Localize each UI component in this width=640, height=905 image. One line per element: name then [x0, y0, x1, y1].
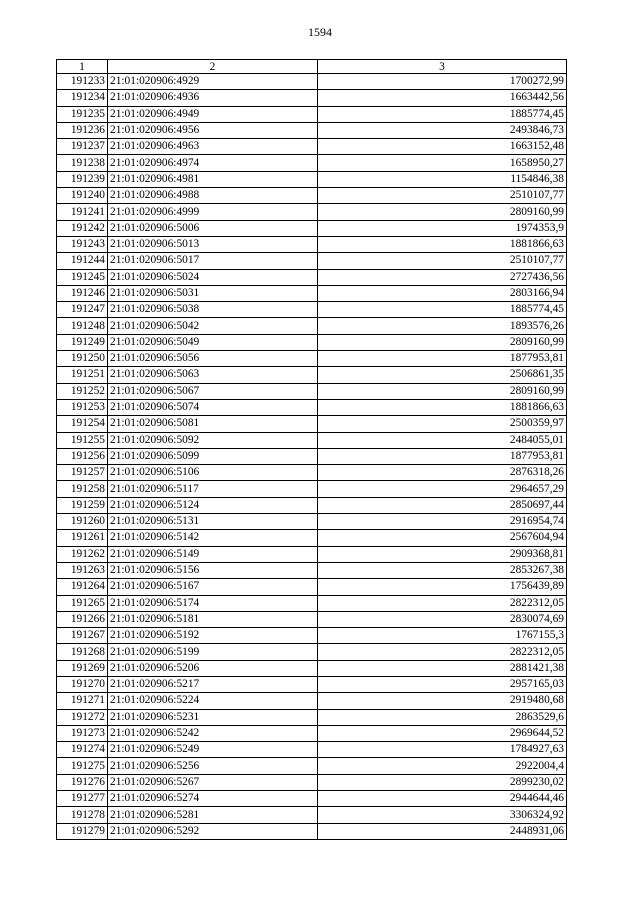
- row-number-cell: 191248: [57, 318, 108, 334]
- row-number-cell: 191279: [57, 823, 108, 839]
- cadastral-number-cell: 21:01:020906:5017: [108, 253, 318, 269]
- table-row: [57, 139, 567, 155]
- table-row: [57, 269, 567, 285]
- cadastral-number-cell: 21:01:020906:5099: [108, 448, 318, 464]
- row-number-cell: 191268: [57, 644, 108, 660]
- cadastral-number-cell: 21:01:020906:5249: [108, 742, 318, 758]
- table-header-row: [57, 60, 567, 74]
- cadastral-number-cell: 21:01:020906:5106: [108, 465, 318, 481]
- cadastral-value-cell: 1663442,56: [318, 90, 567, 106]
- cadastral-number-cell: 21:01:020906:4981: [108, 171, 318, 187]
- cadastral-number-cell: 21:01:020906:5056: [108, 351, 318, 367]
- table-row: [57, 318, 567, 334]
- table-row: [57, 432, 567, 448]
- row-number-cell: 191254: [57, 416, 108, 432]
- cadastral-value-cell: 2863529,6: [318, 709, 567, 725]
- row-number-cell: 191234: [57, 90, 108, 106]
- table-row: [57, 579, 567, 595]
- row-number-cell: 191274: [57, 742, 108, 758]
- cadastral-value-cell: 2922004,4: [318, 758, 567, 774]
- table-row: [57, 791, 567, 807]
- cadastral-number-cell: 21:01:020906:5024: [108, 269, 318, 285]
- cadastral-value-cell: 2484055,01: [318, 432, 567, 448]
- cadastral-number-cell: 21:01:020906:5192: [108, 628, 318, 644]
- table-row: [57, 660, 567, 676]
- cadastral-value-cell: 2909368,81: [318, 546, 567, 562]
- cadastral-value-cell: 1893576,26: [318, 318, 567, 334]
- cadastral-value-cell: 2830074,69: [318, 611, 567, 627]
- row-number-cell: 191237: [57, 139, 108, 155]
- row-number-cell: 191253: [57, 399, 108, 415]
- cadastral-number-cell: 21:01:020906:5149: [108, 546, 318, 562]
- row-number-cell: 191272: [57, 709, 108, 725]
- table-row: [57, 399, 567, 415]
- table-row: [57, 302, 567, 318]
- cadastral-value-cell: 1154846,38: [318, 171, 567, 187]
- table-row: [57, 367, 567, 383]
- row-number-cell: 191239: [57, 171, 108, 187]
- row-number-cell: 191264: [57, 579, 108, 595]
- cadastral-value-cell: 2969644,52: [318, 725, 567, 741]
- table-row: [57, 155, 567, 171]
- cadastral-value-cell: 1700272,99: [318, 74, 567, 90]
- table-row: [57, 285, 567, 301]
- table-row: [57, 676, 567, 692]
- cadastral-number-cell: 21:01:020906:4936: [108, 90, 318, 106]
- row-number-cell: 191277: [57, 791, 108, 807]
- cadastral-value-cell: 2803166,94: [318, 285, 567, 301]
- row-number-cell: 191259: [57, 497, 108, 513]
- cadastral-value-cell: 2944644,46: [318, 791, 567, 807]
- cadastral-value-cell: 2899230,02: [318, 774, 567, 790]
- row-number-cell: 191258: [57, 481, 108, 497]
- row-number-cell: 191262: [57, 546, 108, 562]
- cadastral-number-cell: 21:01:020906:5217: [108, 676, 318, 692]
- row-number-cell: 191263: [57, 562, 108, 578]
- cadastral-value-cell: 1881866,63: [318, 399, 567, 415]
- cadastral-number-cell: 21:01:020906:5031: [108, 285, 318, 301]
- cadastral-value-cell: 2448931,06: [318, 823, 567, 839]
- cadastral-value-cell: 2822312,05: [318, 644, 567, 660]
- cadastral-number-cell: 21:01:020906:5013: [108, 236, 318, 252]
- table-row: [57, 383, 567, 399]
- table-row: [57, 220, 567, 236]
- cadastral-value-cell: 2881421,38: [318, 660, 567, 676]
- row-number-cell: 191266: [57, 611, 108, 627]
- row-number-cell: 191233: [57, 74, 108, 90]
- cadastral-number-cell: 21:01:020906:5242: [108, 725, 318, 741]
- table-row: [57, 465, 567, 481]
- table-row: [57, 122, 567, 138]
- cadastral-number-cell: 21:01:020906:5092: [108, 432, 318, 448]
- table-row: [57, 693, 567, 709]
- cadastral-value-cell: 1881866,63: [318, 236, 567, 252]
- table-row: [57, 807, 567, 823]
- table-row: [57, 562, 567, 578]
- page-number: 1594: [308, 25, 332, 39]
- table-row: [57, 725, 567, 741]
- cadastral-value-cell: 1767155,3: [318, 628, 567, 644]
- row-number-cell: 191269: [57, 660, 108, 676]
- table-row: [57, 530, 567, 546]
- row-number-cell: 191241: [57, 204, 108, 220]
- cadastral-value-cell: 2510107,77: [318, 188, 567, 204]
- cadastral-number-cell: 21:01:020906:4999: [108, 204, 318, 220]
- table-row: [57, 106, 567, 122]
- row-number-cell: 191256: [57, 448, 108, 464]
- row-number-cell: 191261: [57, 530, 108, 546]
- table-row: [57, 236, 567, 252]
- table-row: [57, 497, 567, 513]
- cadastral-number-cell: 21:01:020906:5081: [108, 416, 318, 432]
- table-row: [57, 514, 567, 530]
- table-body: [57, 74, 567, 840]
- row-number-cell: 191265: [57, 595, 108, 611]
- cadastral-number-cell: 21:01:020906:5131: [108, 514, 318, 530]
- cadastral-number-cell: 21:01:020906:4956: [108, 122, 318, 138]
- table-row: [57, 644, 567, 660]
- cadastral-value-cell: 2916954,74: [318, 514, 567, 530]
- cadastral-number-cell: 21:01:020906:5142: [108, 530, 318, 546]
- row-number-cell: 191257: [57, 465, 108, 481]
- table-row: [57, 253, 567, 269]
- cadastral-value-cell: 2809160,99: [318, 383, 567, 399]
- cadastral-number-cell: 21:01:020906:4949: [108, 106, 318, 122]
- row-number-cell: 191273: [57, 725, 108, 741]
- table-row: [57, 628, 567, 644]
- cadastral-value-cell: 2964657,29: [318, 481, 567, 497]
- row-number-cell: 191244: [57, 253, 108, 269]
- row-number-cell: 191278: [57, 807, 108, 823]
- column-header-1: 1: [57, 60, 108, 74]
- cadastral-number-cell: 21:01:020906:5038: [108, 302, 318, 318]
- row-number-cell: 191240: [57, 188, 108, 204]
- table-row: [57, 90, 567, 106]
- row-number-cell: 191235: [57, 106, 108, 122]
- cadastral-number-cell: 21:01:020906:5206: [108, 660, 318, 676]
- table-row: [57, 204, 567, 220]
- table-row: [57, 774, 567, 790]
- cadastral-value-cell: 1885774,45: [318, 106, 567, 122]
- table-row: [57, 595, 567, 611]
- cadastral-number-cell: 21:01:020906:5181: [108, 611, 318, 627]
- table-row: [57, 448, 567, 464]
- table-row: [57, 709, 567, 725]
- cadastral-value-cell: 1877953,81: [318, 351, 567, 367]
- cadastral-value-cell: 2493846,73: [318, 122, 567, 138]
- table-header: [57, 60, 567, 74]
- table-row: [57, 546, 567, 562]
- row-number-cell: 191243: [57, 236, 108, 252]
- cadastral-number-cell: 21:01:020906:4988: [108, 188, 318, 204]
- cadastral-number-cell: 21:01:020906:5156: [108, 562, 318, 578]
- cadastral-number-cell: 21:01:020906:5224: [108, 693, 318, 709]
- cadastral-value-cell: 2510107,77: [318, 253, 567, 269]
- cadastral-number-cell: 21:01:020906:5124: [108, 497, 318, 513]
- row-number-cell: 191242: [57, 220, 108, 236]
- cadastral-number-cell: 21:01:020906:5274: [108, 791, 318, 807]
- table-row: [57, 611, 567, 627]
- cadastral-value-cell: 1877953,81: [318, 448, 567, 464]
- cadastral-value-cell: 2809160,99: [318, 334, 567, 350]
- table-row: [57, 171, 567, 187]
- column-header-3: 3: [318, 60, 567, 74]
- cadastral-number-cell: 21:01:020906:4963: [108, 139, 318, 155]
- table-row: [57, 351, 567, 367]
- row-number-cell: 191252: [57, 383, 108, 399]
- row-number-cell: 191236: [57, 122, 108, 138]
- row-number-cell: 191276: [57, 774, 108, 790]
- row-number-cell: 191246: [57, 285, 108, 301]
- cadastral-value-cell: 2876318,26: [318, 465, 567, 481]
- cadastral-number-cell: 21:01:020906:5042: [108, 318, 318, 334]
- cadastral-number-cell: 21:01:020906:5117: [108, 481, 318, 497]
- row-number-cell: 191249: [57, 334, 108, 350]
- cadastral-value-table: [56, 59, 567, 840]
- cadastral-value-cell: 1974353,9: [318, 220, 567, 236]
- cadastral-number-cell: 21:01:020906:5049: [108, 334, 318, 350]
- table-row: [57, 334, 567, 350]
- cadastral-value-cell: 2957165,03: [318, 676, 567, 692]
- table-row: [57, 74, 567, 90]
- row-number-cell: 191255: [57, 432, 108, 448]
- row-number-cell: 191270: [57, 676, 108, 692]
- cadastral-value-cell: 2809160,99: [318, 204, 567, 220]
- cadastral-value-cell: 1784927,63: [318, 742, 567, 758]
- cadastral-value-cell: 2850697,44: [318, 497, 567, 513]
- cadastral-value-cell: 3306324,92: [318, 807, 567, 823]
- cadastral-value-cell: 2500359,97: [318, 416, 567, 432]
- cadastral-value-cell: 1756439,89: [318, 579, 567, 595]
- table-row: [57, 758, 567, 774]
- cadastral-value-cell: 2506861,35: [318, 367, 567, 383]
- cadastral-number-cell: 21:01:020906:5167: [108, 579, 318, 595]
- cadastral-number-cell: 21:01:020906:5281: [108, 807, 318, 823]
- cadastral-value-cell: 1658950,27: [318, 155, 567, 171]
- cadastral-number-cell: 21:01:020906:5231: [108, 709, 318, 725]
- row-number-cell: 191267: [57, 628, 108, 644]
- table-row: [57, 823, 567, 839]
- row-number-cell: 191271: [57, 693, 108, 709]
- row-number-cell: 191275: [57, 758, 108, 774]
- cadastral-number-cell: 21:01:020906:5267: [108, 774, 318, 790]
- row-number-cell: 191247: [57, 302, 108, 318]
- row-number-cell: 191245: [57, 269, 108, 285]
- cadastral-value-cell: 2567604,94: [318, 530, 567, 546]
- cadastral-value-cell: 2822312,05: [318, 595, 567, 611]
- column-header-2: 2: [108, 60, 318, 74]
- cadastral-number-cell: 21:01:020906:5067: [108, 383, 318, 399]
- cadastral-number-cell: 21:01:020906:4929: [108, 74, 318, 90]
- cadastral-number-cell: 21:01:020906:5174: [108, 595, 318, 611]
- row-number-cell: 191238: [57, 155, 108, 171]
- cadastral-number-cell: 21:01:020906:5199: [108, 644, 318, 660]
- cadastral-value-cell: 2853267,38: [318, 562, 567, 578]
- cadastral-value-cell: 2919480,68: [318, 693, 567, 709]
- cadastral-number-cell: 21:01:020906:4974: [108, 155, 318, 171]
- cadastral-value-cell: 1885774,45: [318, 302, 567, 318]
- cadastral-number-cell: 21:01:020906:5006: [108, 220, 318, 236]
- table-row: [57, 416, 567, 432]
- cadastral-number-cell: 21:01:020906:5074: [108, 399, 318, 415]
- cadastral-value-cell: 2727436,56: [318, 269, 567, 285]
- cadastral-value-cell: 1663152,48: [318, 139, 567, 155]
- cadastral-number-cell: 21:01:020906:5292: [108, 823, 318, 839]
- row-number-cell: 191250: [57, 351, 108, 367]
- row-number-cell: 191260: [57, 514, 108, 530]
- row-number-cell: 191251: [57, 367, 108, 383]
- cadastral-number-cell: 21:01:020906:5063: [108, 367, 318, 383]
- table-row: [57, 188, 567, 204]
- table-row: [57, 481, 567, 497]
- table-row: [57, 742, 567, 758]
- cadastral-number-cell: 21:01:020906:5256: [108, 758, 318, 774]
